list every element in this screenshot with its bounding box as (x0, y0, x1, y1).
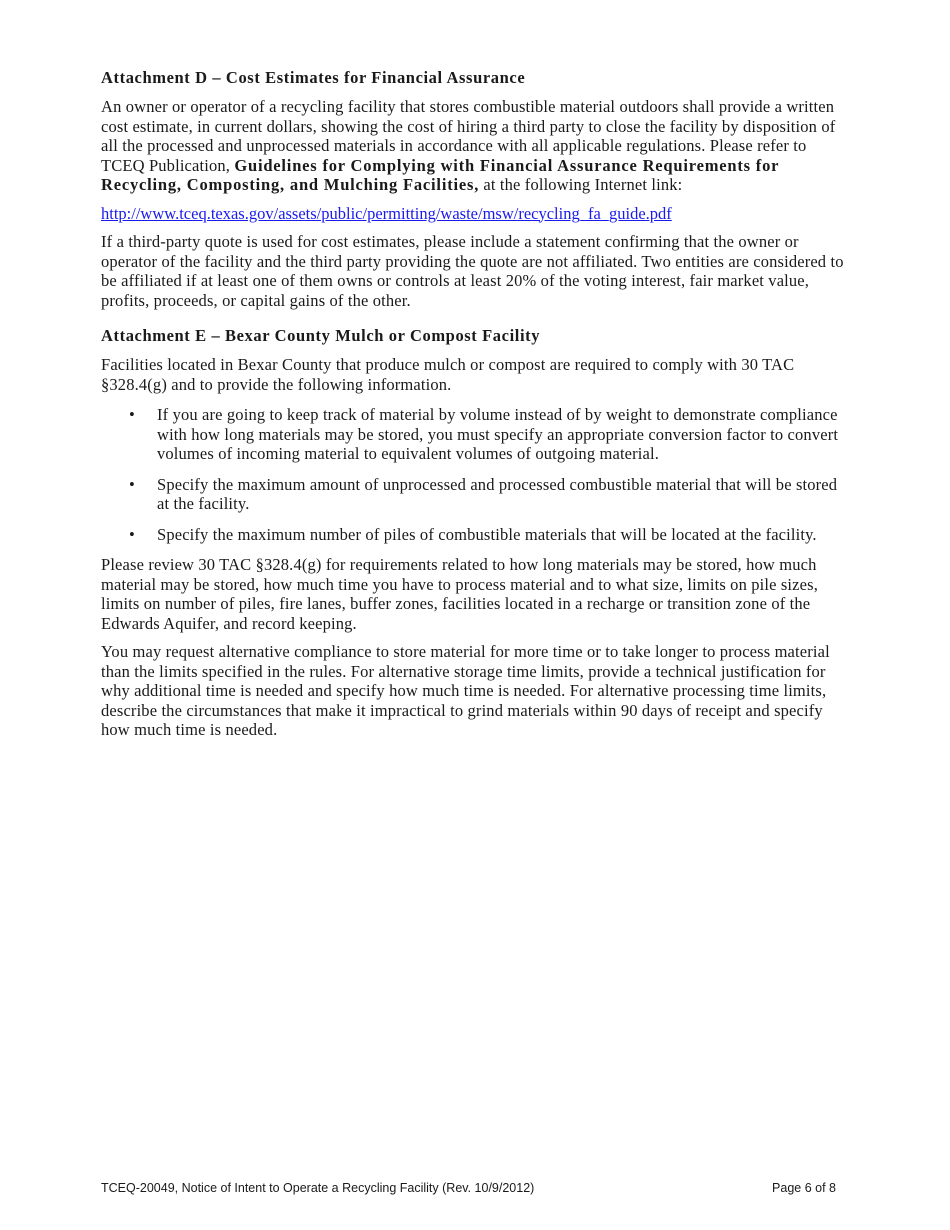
footer-form-title: TCEQ-20049, Notice of Intent to Operate a Recycling Facility (Rev. 10/9/2012) (101, 1181, 535, 1195)
list-item-text: If you are going to keep track of material by volume instead of by weight to demonstrate compliance with how long materials may be stored, you must specify an appropriate conversion factor to convert volumes of incoming material to equivalent volumes of outgoing material. (157, 405, 839, 463)
attachment-d-paragraph-1-tail: at the following Internet link: (479, 175, 683, 194)
guide-link-line (101, 204, 846, 224)
bullet-icon: • (129, 524, 135, 544)
alternative-compliance-paragraph: You may request alternative compliance to store material for more time or to take longer to process material than the limits specified in the rules. For alternative storage time limits, provide a technical justification for why additional time is needed and specify how much time is needed. For alternative processing time limits, describe the circumstances that make it impractical to grind materials within 90 days of receipt and specify how much time is needed. (101, 642, 830, 739)
attachment-d-heading: Attachment D – Cost Estimates for Financial Assurance (101, 68, 526, 87)
requirements-list (101, 405, 846, 544)
attachment-d-paragraph-1-text: An owner or operator of a recycling facility that stores combustible material outdoors shall provide a written cost estimate, in current dollars, showing the cost of hiring a third party to close the facility by disposition of all the processed and unprocessed materials in accordance with all applicable regulations. Please refer to TCEQ Publication, (101, 97, 836, 175)
list-item-text: Specify the maximum number of piles of combustible materials that will be located at the facility. (157, 524, 817, 544)
attachment-e-intro: Facilities located in Bexar County that produce mulch or compost are required to comply with 30 TAC §328.4(g) and to provide the following information. (101, 355, 795, 394)
bullet-icon: • (129, 474, 135, 494)
document-body (101, 68, 846, 749)
list-item-text: Specify the maximum amount of unprocessed and processed combustible material that will be stored at the facility. (157, 474, 838, 513)
publication-title: Guidelines for Complying with Financial Assurance Requirements for Recycling, Composting, and Mulching Facilities, (101, 155, 779, 194)
list-item (101, 405, 846, 464)
review-paragraph: Please review 30 TAC §328.4(g) for requirements related to how long materials may be stored, how much material may be stored, how much time you have to process material and to what size, limits on pile sizes, limits on number of piles, fire lanes, buffer zones, facilities located in a recharge or transition zone of the Edwards Aquifer, and record keeping. (101, 555, 818, 633)
attachment-d-paragraph-2: If a third-party quote is used for cost estimates, please include a statement confirming that the owner or operator of the facility and the third party providing the quote are not affiliated. Two entities are considered to be affiliated if at least one of them owns or controls at least 20% of the voting interest, fair market value, profits, proceeds, or capital gains of the other. (101, 232, 844, 310)
bullet-icon: • (129, 405, 135, 424)
list-item (101, 475, 846, 514)
footer-page-number: Page 6 of 8 (772, 1181, 836, 1195)
attachment-e-heading: Attachment E – Bexar County Mulch or Compost Facility (101, 326, 541, 345)
list-item (101, 525, 846, 545)
recycling-fa-guide-link[interactable]: http://www.tceq.texas.gov/assets/public/permitting/waste/msw/recycling_fa_guide.pdf (101, 203, 672, 223)
attachment-d-paragraph-1 (101, 97, 846, 195)
